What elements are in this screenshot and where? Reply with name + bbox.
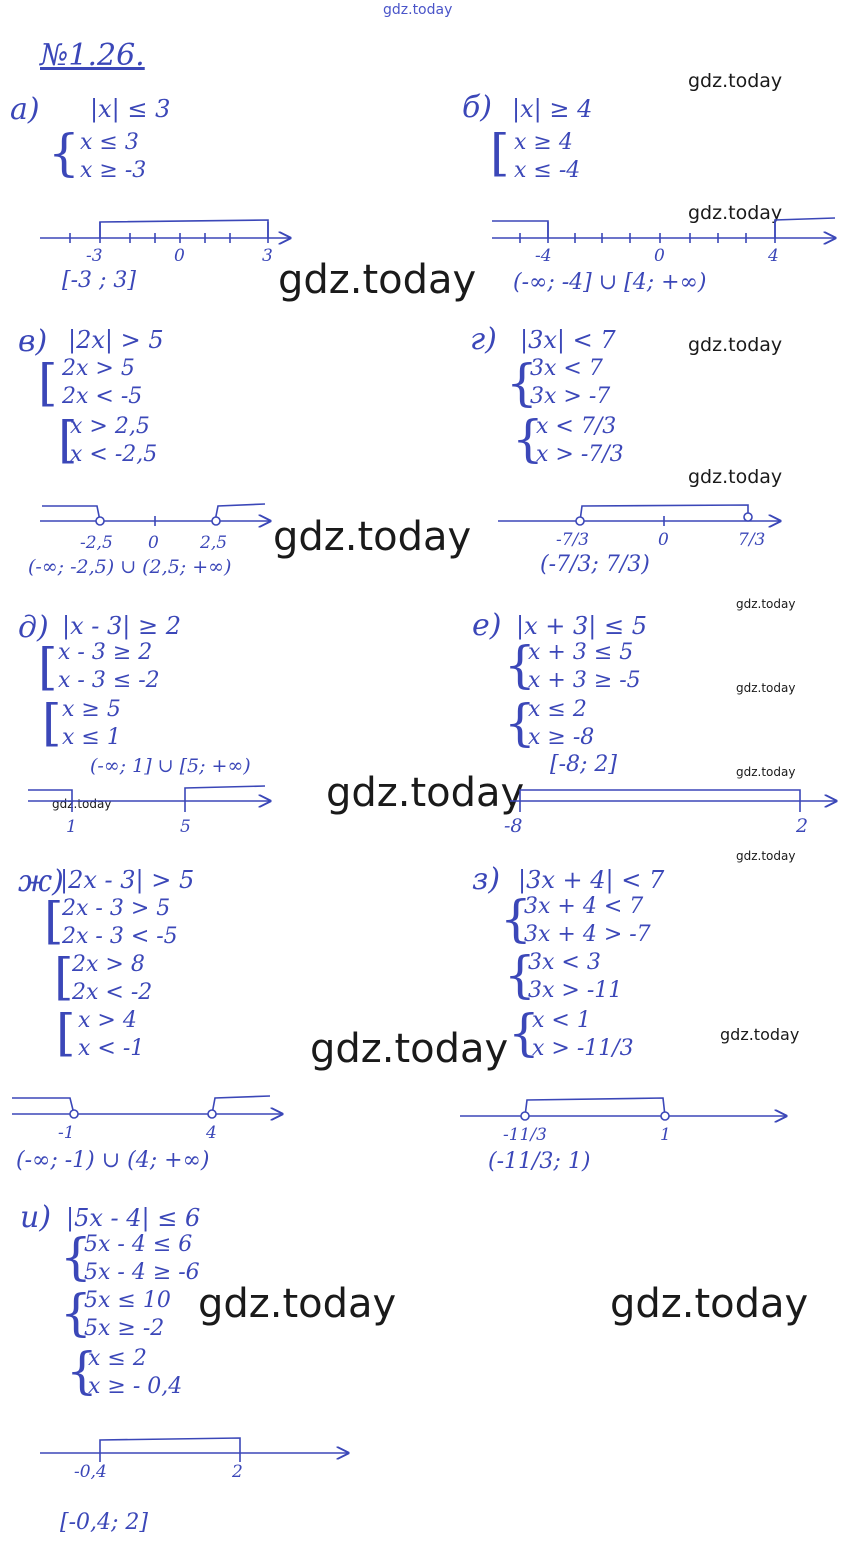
- system-line: x > 4: [78, 1008, 137, 1033]
- brace-icon: {: [48, 124, 80, 182]
- interval-v-left: [42, 506, 100, 521]
- interval-d-right: [185, 786, 265, 812]
- system-line: 3x + 4 > -7: [524, 922, 651, 947]
- answer-z: (-11/3; 1): [488, 1149, 591, 1174]
- watermark-large: gdz.today: [310, 1026, 509, 1072]
- brace-icon: {: [504, 636, 536, 694]
- system-line: 3x + 4 < 7: [524, 894, 644, 919]
- interval-b-right: [775, 218, 835, 238]
- brace-icon: {: [60, 1284, 92, 1342]
- given-e: |x + 3| ≤ 5: [516, 612, 647, 640]
- answer-i: [-0,4; 2]: [60, 1510, 148, 1535]
- tick-label: -8: [504, 815, 523, 837]
- part-label-i: и): [20, 1200, 52, 1235]
- brace-icon: {: [60, 1228, 92, 1286]
- tick-label: 0: [654, 246, 665, 266]
- brace-icon: {: [504, 946, 536, 1004]
- system-line: x - 3 ≤ -2: [58, 668, 160, 693]
- given-d: |x - 3| ≥ 2: [62, 612, 181, 640]
- interval-a: [100, 220, 268, 238]
- brace-icon: {: [66, 1342, 98, 1400]
- interval-zh-right: [212, 1096, 270, 1114]
- tick-label: -0,4: [74, 1462, 107, 1482]
- part-label-z: з): [472, 862, 501, 897]
- tick-label: 1: [660, 1125, 671, 1145]
- watermark-large: gdz.today: [278, 257, 477, 303]
- bracket-icon: [: [58, 411, 78, 469]
- given-i: |5x - 4| ≤ 6: [66, 1204, 201, 1232]
- system-line: x ≥ 4: [514, 130, 573, 155]
- brace-icon: {: [506, 354, 538, 412]
- system-line: 3x > -7: [530, 384, 611, 409]
- brace-icon: {: [500, 890, 532, 948]
- bracket-icon: [: [490, 124, 510, 182]
- tick-label: 2: [796, 815, 809, 837]
- system-line: x ≤ 2: [528, 697, 587, 722]
- tick-label: 0: [148, 533, 159, 553]
- system-line: x < -2,5: [70, 442, 158, 467]
- tick-label: 0: [174, 246, 185, 266]
- given-zh: |2x - 3| > 5: [60, 866, 195, 894]
- tick-label: 2,5: [200, 533, 228, 553]
- tick-label: -11/3: [503, 1125, 547, 1145]
- system-line: x > 2,5: [70, 414, 150, 439]
- system-line: 5x - 4 ≥ -6: [84, 1260, 200, 1285]
- tick-label: 7/3: [738, 530, 766, 550]
- answer-e: [-8; 2]: [550, 752, 617, 777]
- system-line: 2x - 3 < -5: [62, 924, 178, 949]
- system-line: 5x - 4 ≤ 6: [84, 1232, 193, 1257]
- watermark-top: gdz.today: [383, 2, 453, 18]
- brace-icon: {: [508, 1004, 540, 1062]
- system-line: x < -1: [78, 1036, 145, 1061]
- watermark: gdz.today: [688, 70, 783, 92]
- part-label-d: д): [18, 610, 49, 645]
- bracket-icon: [: [38, 638, 58, 696]
- given-v: |2x| > 5: [68, 326, 164, 354]
- system-line: 2x > 8: [72, 952, 145, 977]
- part-label-v: в): [18, 324, 48, 359]
- watermark-large: gdz.today: [610, 1281, 809, 1327]
- answer-g: (-7/3; 7/3): [540, 552, 650, 577]
- brace-icon: {: [512, 410, 544, 468]
- given-z: |3x + 4| < 7: [518, 866, 665, 894]
- bracket-icon: [: [42, 694, 62, 752]
- system-line: x > -11/3: [532, 1036, 634, 1061]
- part-label-b: б): [462, 90, 493, 125]
- bracket-icon: [: [38, 354, 58, 412]
- system-line: x ≤ 3: [80, 130, 139, 155]
- given-a: |x| ≤ 3: [90, 95, 171, 123]
- system-line: 5x ≤ 10: [84, 1288, 171, 1313]
- bracket-icon: [: [54, 948, 74, 1006]
- system-line: 3x > -11: [528, 978, 623, 1003]
- system-line: x > -7/3: [536, 442, 624, 467]
- interval-i: [100, 1438, 240, 1462]
- answer-zh: (-∞; -1) ∪ (4; +∞): [16, 1148, 210, 1173]
- watermark-large: gdz.today: [273, 514, 472, 560]
- tick-label: 5: [180, 817, 191, 837]
- tick-label: -7/3: [556, 530, 590, 550]
- answer-v: (-∞; -2,5) ∪ (2,5; +∞): [28, 556, 232, 578]
- answer-d: (-∞; 1] ∪ [5; +∞): [90, 755, 251, 777]
- system-line: 2x < -2: [72, 980, 153, 1005]
- system-line: x + 3 ≥ -5: [528, 668, 641, 693]
- part-label-e: е): [472, 608, 502, 643]
- system-line: x < 1: [532, 1008, 591, 1033]
- tick-label: 0: [658, 530, 669, 550]
- system-line: x < 7/3: [536, 414, 617, 439]
- bracket-icon: [: [56, 1004, 76, 1062]
- system-line: 2x > 5: [62, 356, 135, 381]
- watermark: gdz.today: [736, 849, 796, 863]
- system-line: x ≥ -3: [80, 158, 147, 183]
- answer-a: [-3 ; 3]: [62, 268, 136, 293]
- tick-label: 2: [232, 1462, 243, 1482]
- interval-zh-left: [12, 1098, 74, 1114]
- system-line: x ≤ 2: [88, 1346, 147, 1371]
- system-line: x ≥ -8: [528, 725, 595, 750]
- watermark: gdz.today: [736, 765, 796, 779]
- watermark-large: gdz.today: [198, 1281, 397, 1327]
- system-line: 5x ≥ -2: [84, 1316, 165, 1341]
- system-line: x ≥ 5: [62, 697, 121, 722]
- part-label-a: а): [10, 92, 40, 127]
- watermark: gdz.today: [688, 334, 783, 356]
- watermark: gdz.today: [736, 597, 796, 611]
- watermark: gdz.today: [736, 681, 796, 695]
- given-b: |x| ≥ 4: [512, 95, 593, 123]
- tick-label: -1: [58, 1123, 75, 1143]
- system-line: x - 3 ≥ 2: [58, 640, 153, 665]
- answer-b: (-∞; -4] ∪ [4; +∞): [513, 270, 707, 295]
- interval-z: [525, 1098, 665, 1116]
- watermark: gdz.today: [688, 466, 783, 488]
- watermark-large: gdz.today: [326, 770, 525, 816]
- brace-icon: {: [504, 694, 536, 752]
- given-g: |3x| < 7: [520, 326, 616, 354]
- system-line: x ≤ 1: [62, 725, 121, 750]
- tick-label: -3: [86, 246, 103, 266]
- interval-v-right: [215, 504, 265, 521]
- tick-label: -4: [535, 246, 552, 266]
- tick-label: 1: [66, 817, 77, 837]
- watermark: gdz.today: [720, 1025, 800, 1044]
- tick-label: -2,5: [80, 533, 113, 553]
- system-line: x ≤ -4: [514, 158, 581, 183]
- system-line: x + 3 ≤ 5: [528, 640, 634, 665]
- part-label-g: г): [470, 322, 497, 357]
- system-line: 3x < 3: [528, 950, 601, 975]
- watermark: gdz.today: [688, 202, 783, 224]
- system-line: 2x - 3 > 5: [62, 896, 171, 921]
- system-line: x ≥ - 0,4: [88, 1374, 183, 1399]
- problem-number: №1.26.: [40, 38, 145, 73]
- watermark: gdz.today: [52, 797, 112, 811]
- tick-label: 3: [262, 246, 273, 266]
- tick-label: 4: [768, 246, 779, 266]
- bracket-icon: [: [44, 892, 64, 950]
- part-label-zh: ж): [18, 864, 64, 899]
- system-line: 3x < 7: [530, 356, 603, 381]
- system-line: 2x < -5: [62, 384, 143, 409]
- tick-label: 4: [206, 1123, 217, 1143]
